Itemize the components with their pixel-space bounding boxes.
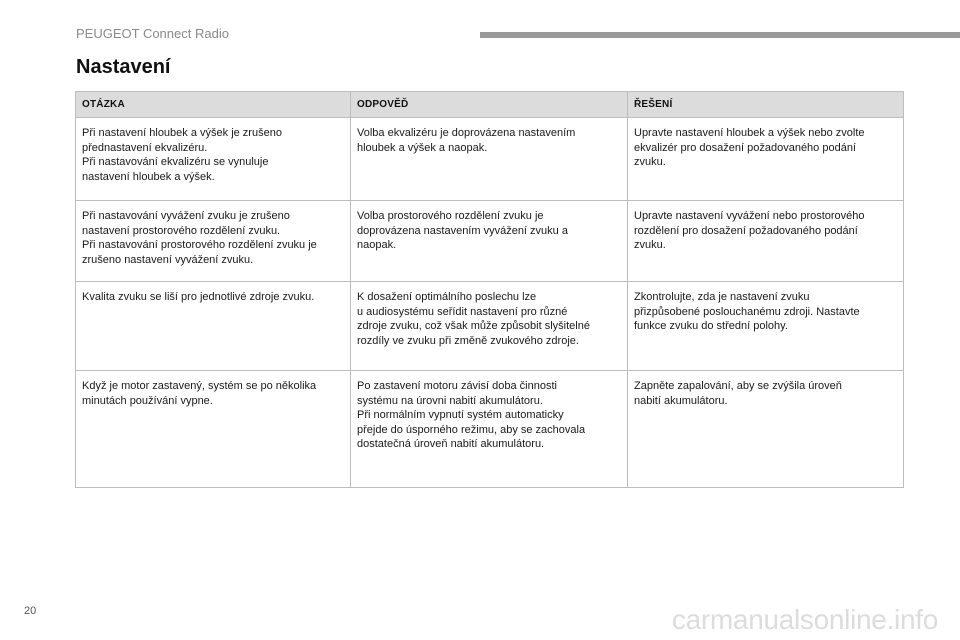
solution-cell: Zkontrolujte, zda je nastavení zvuku přizpůsobené poslouchanému zdroji. Nastavte funkce zvuku do střední polohy. <box>628 282 904 371</box>
header-divider-bar <box>480 32 960 38</box>
table-row <box>76 282 904 371</box>
column-header-solution: ŘEŠENÍ <box>628 92 904 118</box>
manual-section-label: PEUGEOT Connect Radio <box>76 26 229 41</box>
question-cell: Při nastavování vyvážení zvuku je zrušeno nastavení prostorového rozdělení zvuku. Při nastavování prostorového rozdělení zvuku je zrušeno nastavení vyvážení zvuku. <box>76 201 351 282</box>
answer-cell: Volba ekvalizéru je doprovázena nastavením hloubek a výšek a naopak. <box>351 118 628 201</box>
solution-cell: Zapněte zapalování, aby se zvýšila úroveň nabití akumulátoru. <box>628 371 904 488</box>
table-row <box>76 371 904 488</box>
question-cell: Když je motor zastavený, systém se po několika minutách používání vypne. <box>76 371 351 488</box>
solution-cell: Upravte nastavení hloubek a výšek nebo zvolte ekvalizér pro dosažení požadovaného podání zvuku. <box>628 118 904 201</box>
table-header-row <box>76 92 904 118</box>
column-header-answer: ODPOVĚĎ <box>351 92 628 118</box>
watermark: carmanualsonline.info <box>671 604 938 635</box>
troubleshooting-table <box>75 91 904 488</box>
table-row <box>76 201 904 282</box>
question-cell: Při nastavení hloubek a výšek je zrušeno přednastavení ekvalizéru. Při nastavování ekvalizéru se vynuluje nastavení hloubek a výšek. <box>76 118 351 201</box>
answer-cell: K dosažení optimálního poslechu lze u audiosystému seřídit nastavení pro různé zdroje zvuku, což však může způsobit slyšitelné rozdíly ve zvuku při změně zvukového zdroje. <box>351 282 628 371</box>
question-cell: Kvalita zvuku se liší pro jednotlivé zdroje zvuku. <box>76 282 351 371</box>
answer-cell: Volba prostorového rozdělení zvuku je doprovázena nastavením vyvážení zvuku a naopak. <box>351 201 628 282</box>
page-title: Nastavení <box>76 56 171 78</box>
column-header-question: OTÁZKA <box>76 92 351 118</box>
table-row <box>76 118 904 201</box>
answer-cell: Po zastavení motoru závisí doba činnosti systému na úrovni nabití akumulátoru. Při normálním vypnutí systém automaticky přejde do úsporného režimu, aby se zachovala dostatečná úroveň nabití akumulátoru. <box>351 371 628 488</box>
solution-cell: Upravte nastavení vyvážení nebo prostorového rozdělení pro dosažení požadovaného podání zvuku. <box>628 201 904 282</box>
page-number: 20 <box>24 605 37 617</box>
